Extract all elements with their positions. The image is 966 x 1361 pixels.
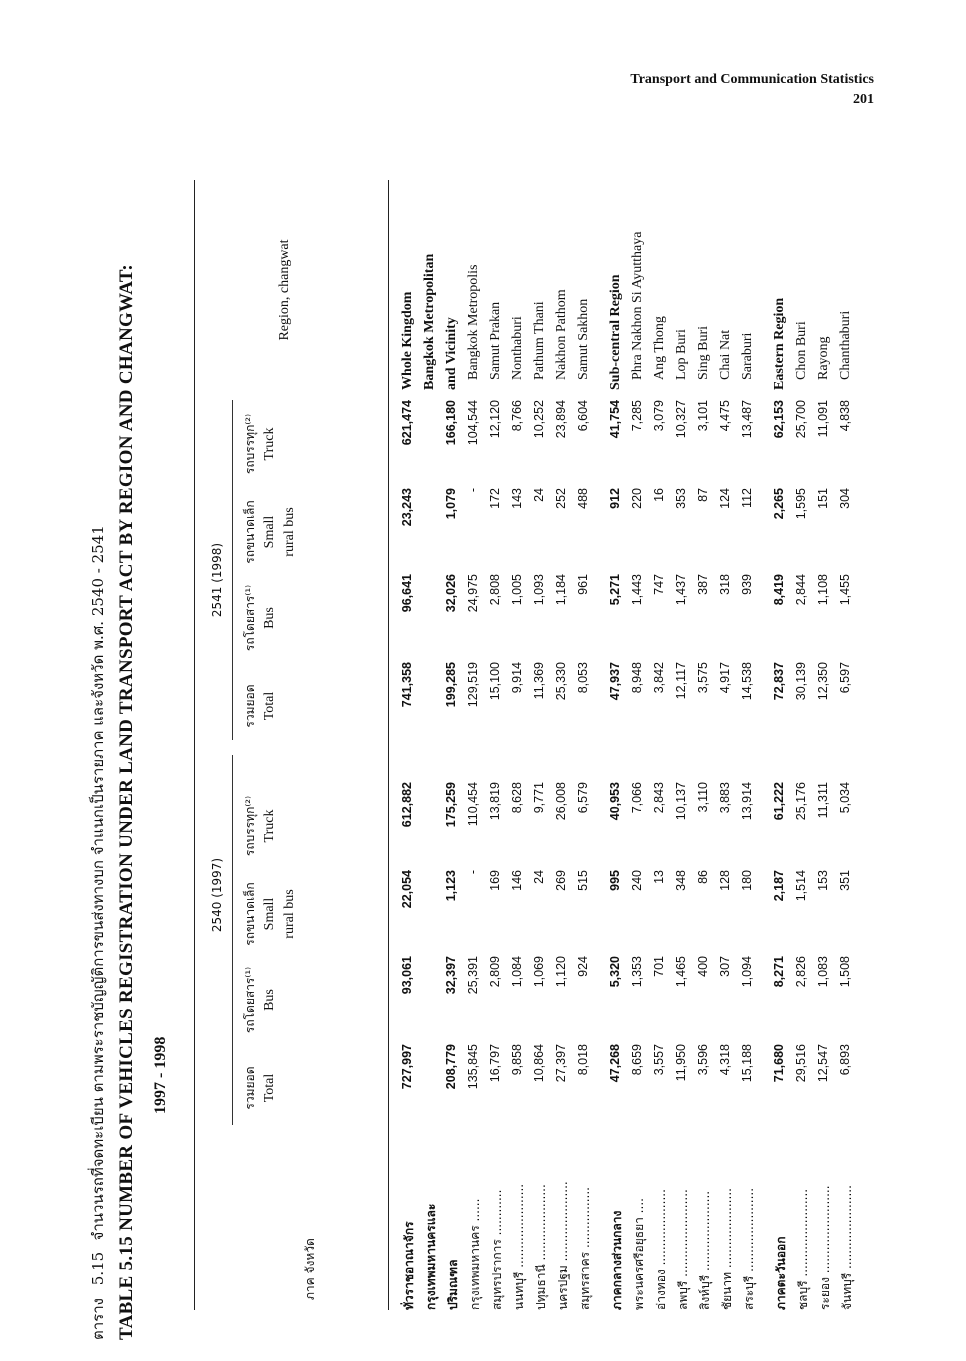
row-value-cell: 701 (652, 956, 666, 977)
row-value-cell: 2,265 (772, 488, 786, 520)
row-value-cell: 25,700 (794, 400, 808, 439)
row-value-cell: 12,120 (488, 400, 502, 439)
row-value-cell: 621,474 (400, 400, 414, 446)
table-row (674, 180, 698, 1310)
header-small-rural-bus-eng-label: rural bus (282, 889, 297, 939)
row-eng-name: and Vicinity (444, 317, 459, 390)
row-value-cell: 1,069 (532, 956, 546, 988)
row-value-cell: 220 (630, 488, 644, 509)
row-eng-name: Chai Nat (718, 329, 733, 380)
row-value-cell: 1,455 (838, 574, 852, 606)
row-value-cell: 612,882 (400, 782, 414, 828)
table-row (422, 180, 446, 1310)
row-value-cell: - (466, 870, 480, 875)
row-value-cell: 912 (608, 488, 622, 509)
row-value-cell: 12,350 (816, 662, 830, 701)
row-value-cell: 14,538 (740, 662, 754, 701)
table-row (838, 180, 862, 1310)
row-eng-name: Bangkok Metropolis (466, 264, 481, 380)
row-value-cell: 8,053 (576, 662, 590, 694)
row-value-cell: 8,271 (772, 956, 786, 988)
row-value-cell: 1,465 (674, 956, 688, 988)
row-value-cell: 104,544 (466, 400, 480, 446)
row-value-cell: 24,975 (466, 574, 480, 613)
header-bus-eng-label: Bus (262, 607, 277, 629)
row-value-cell: 5,034 (838, 782, 852, 814)
row-value-cell: 135,845 (466, 1044, 480, 1090)
row-eng-name: Phra Nakhon Si Ayutthaya (630, 231, 645, 380)
row-eng-name: Chanthaburi (838, 310, 853, 380)
row-value-cell: - (466, 488, 480, 493)
row-value-cell: 961 (576, 574, 590, 595)
row-thai-name: สระบุรี ...................... (742, 1187, 756, 1310)
row-value-cell: 16,797 (488, 1044, 502, 1083)
row-value-cell: 112 (740, 488, 754, 508)
row-thai-name: นครปฐม ..................... (556, 1181, 570, 1310)
header-total-eng-label: Total (262, 691, 277, 721)
row-thai-name: ลพบุรี ....................... (676, 1189, 690, 1310)
row-value-cell: 1,443 (630, 574, 644, 606)
row-value-cell: 8,628 (510, 782, 524, 814)
row-value-cell: 11,369 (532, 662, 546, 700)
row-value-cell: 23,243 (400, 488, 414, 527)
row-eng-name: Ang Thong (652, 316, 667, 380)
table-row (696, 180, 720, 1310)
row-value-cell: 2,844 (794, 574, 808, 606)
row-value-cell: 1,120 (554, 956, 568, 988)
header-group-1997: 2540 (1997) (210, 857, 224, 933)
row-value-cell: 47,268 (608, 1044, 622, 1083)
row-value-cell: 5,271 (608, 574, 622, 606)
row-value-cell: 3,883 (718, 782, 732, 814)
row-eng-name: Whole Kingdom (400, 291, 415, 390)
header-total-thai-label: รวมยอด (243, 1066, 257, 1110)
row-value-cell: 47,937 (608, 662, 622, 701)
header-small-rural-bus-eng-label: Small (262, 515, 277, 549)
row-value-cell: 32,026 (444, 574, 458, 613)
row-thai-name: นนทบุรี ...................... (512, 1183, 526, 1310)
row-value-cell: 24 (532, 488, 546, 502)
row-value-cell: 387 (696, 574, 710, 595)
row-thai-name: ปทุมธานี .................... (534, 1184, 548, 1310)
row-value-cell: 1,084 (510, 956, 524, 988)
row-value-cell: 146 (510, 870, 524, 891)
row-value-cell: 7,066 (630, 782, 644, 814)
row-value-cell: 29,516 (794, 1044, 808, 1083)
row-value-cell: 10,327 (674, 400, 688, 439)
caption-thai-tag: ตาราง (89, 1298, 107, 1340)
row-value-cell: 62,153 (772, 400, 786, 439)
header-bus-1998 (240, 574, 280, 662)
row-thai-name: ชลบุรี ....................... (796, 1188, 810, 1310)
row-value-cell: 1,514 (794, 870, 808, 902)
row-value-cell: 23,894 (554, 400, 568, 439)
header-small-rural-bus-eng-label: Small (262, 897, 277, 931)
table-row (740, 180, 764, 1310)
row-value-cell: 741,358 (400, 662, 414, 708)
row-value-cell: 61,222 (772, 782, 786, 821)
row-value-cell: 10,137 (674, 782, 688, 821)
header-bus-thai-label: รถโดยสาร⁽¹⁾ (243, 584, 257, 652)
row-value-cell: 1,094 (740, 956, 754, 988)
row-eng-name: Lop Buri (674, 329, 689, 380)
row-value-cell: 25,391 (466, 956, 480, 995)
row-value-cell: 124 (718, 488, 732, 509)
header-bottom-rule (388, 180, 389, 1310)
row-eng-name: Eastern Region (772, 297, 787, 390)
row-value-cell: 143 (510, 488, 524, 509)
row-value-cell: 1,437 (674, 574, 688, 606)
row-thai-name: กรุงเทพมหานครและ (424, 1203, 438, 1310)
row-value-cell: 12,117 (674, 662, 688, 700)
row-value-cell: 199,285 (444, 662, 458, 708)
row-value-cell: 129,519 (466, 662, 480, 708)
row-value-cell: 153 (816, 870, 830, 891)
row-value-cell: 1,123 (444, 870, 458, 902)
header-truck-1998 (240, 400, 280, 488)
row-value-cell: 86 (696, 870, 710, 884)
row-value-cell: 175,259 (444, 782, 458, 828)
row-value-cell: 4,917 (718, 662, 732, 694)
row-value-cell: 93,061 (400, 956, 414, 995)
row-value-cell: 2,808 (488, 574, 502, 606)
row-value-cell: 166,180 (444, 400, 458, 446)
row-value-cell: 16 (652, 488, 666, 502)
row-value-cell: 6,579 (576, 782, 590, 814)
row-value-cell: 269 (554, 870, 568, 891)
row-value-cell: 6,597 (838, 662, 852, 694)
row-eng-name: Nakhon Pathom (554, 289, 569, 380)
table-row (576, 180, 600, 1310)
group-1997-rule (232, 755, 233, 1125)
row-thai-name: ภาคตะวันออก (774, 1236, 788, 1310)
row-value-cell: 747 (652, 574, 666, 595)
group-1998-rule (232, 400, 233, 740)
row-value-cell: 13,914 (740, 782, 754, 821)
row-value-cell: 87 (696, 488, 710, 502)
row-value-cell: 24 (532, 870, 546, 884)
row-value-cell: 515 (576, 870, 590, 891)
row-value-cell: 1,083 (816, 956, 830, 988)
row-value-cell: 252 (554, 488, 568, 509)
row-value-cell: 348 (674, 870, 688, 891)
row-thai-name: สมุทรสาคร ................ (578, 1187, 592, 1310)
row-value-cell: 25,176 (794, 782, 808, 821)
table-row (772, 180, 796, 1310)
row-value-cell: 2,826 (794, 956, 808, 988)
row-thai-name: จันทบุรี ...................... (840, 1185, 854, 1310)
row-value-cell: 488 (576, 488, 590, 509)
caption-english (116, 264, 138, 1340)
header-total-eng-label: Total (262, 1073, 277, 1103)
header-eng-region: Region, changwat (277, 239, 292, 341)
row-value-cell: 1,595 (794, 488, 808, 520)
table-top-rule (194, 180, 195, 1310)
table-row (816, 180, 840, 1310)
row-value-cell: 8,659 (630, 1044, 644, 1076)
header-small-rural-bus-thai-label: รถขนาดเล็ก (243, 500, 257, 564)
row-value-cell: 96,641 (400, 574, 414, 613)
caption-eng-title: NUMBER OF VEHICLES REGISTRATION UNDER LAND TRANSPORT ACT BY REGION AND CHANGWAT: (116, 263, 137, 1231)
row-value-cell: 15,188 (740, 1044, 754, 1083)
table-row (630, 180, 654, 1310)
row-thai-name: ชัยนาท ..................... (720, 1188, 734, 1310)
table-row (554, 180, 578, 1310)
table-row (532, 180, 556, 1310)
row-value-cell: 1,005 (510, 574, 524, 606)
row-value-cell: 110,454 (466, 782, 480, 827)
header-small-rural-bus-1997 (240, 870, 300, 958)
row-value-cell: 8,018 (576, 1044, 590, 1076)
row-value-cell: 727,997 (400, 1044, 414, 1090)
row-value-cell: 10,864 (532, 1044, 546, 1083)
row-value-cell: 924 (576, 956, 590, 977)
row-value-cell: 13,819 (488, 782, 502, 821)
row-value-cell: 4,838 (838, 400, 852, 432)
row-value-cell: 11,311 (816, 782, 830, 819)
row-value-cell: 13,487 (740, 400, 754, 439)
header-truck-eng-label: Truck (262, 809, 277, 843)
row-value-cell: 351 (838, 870, 852, 891)
row-value-cell: 10,252 (532, 400, 546, 439)
row-eng-name: Sing Buri (696, 325, 711, 380)
row-value-cell: 32,397 (444, 956, 458, 995)
header-truck-eng-label: Truck (262, 427, 277, 461)
header-small-rural-bus-1998 (240, 488, 300, 576)
row-value-cell: 304 (838, 488, 852, 509)
table-row (718, 180, 742, 1310)
row-value-cell: 169 (488, 870, 502, 891)
row-value-cell: 3,596 (696, 1044, 710, 1076)
header-total-1997 (240, 1044, 280, 1132)
row-thai-name: ระยอง ....................... (818, 1185, 832, 1310)
header-bus-1997 (240, 956, 280, 1044)
table-row (608, 180, 632, 1310)
row-thai-name: อ่างทอง .................... (654, 1189, 668, 1310)
row-eng-name: Pathum Thani (532, 301, 547, 380)
row-value-cell: 180 (740, 870, 754, 891)
row-value-cell: 307 (718, 956, 732, 977)
row-value-cell: 40,953 (608, 782, 622, 821)
caption-years: 1997 - 1998 (152, 1036, 169, 1114)
row-value-cell: 2,187 (772, 870, 786, 902)
row-value-cell: 4,318 (718, 1044, 732, 1076)
header-small-rural-bus-thai-label: รถขนาดเล็ก (243, 882, 257, 946)
row-value-cell: 400 (696, 956, 710, 977)
row-eng-name: Rayong (816, 336, 831, 380)
row-eng-name: Samut Sakhon (576, 298, 591, 380)
row-value-cell: 30,139 (794, 662, 808, 701)
header-truck-1997 (240, 782, 280, 870)
row-thai-name: สิงห์บุรี ..................... (698, 1190, 712, 1310)
header-truck-thai-label: รถบรรทุก⁽²⁾ (243, 795, 257, 857)
row-value-cell: 2,809 (488, 956, 502, 988)
row-value-cell: 1,508 (838, 956, 852, 988)
row-value-cell: 8,419 (772, 574, 786, 606)
row-eng-name: Samut Prakan (488, 301, 503, 380)
row-value-cell: 8,948 (630, 662, 644, 694)
row-value-cell: 22,054 (400, 870, 414, 909)
header-bus-eng-label: Bus (262, 989, 277, 1011)
header-total-thai-label: รวมยอด (243, 684, 257, 728)
row-thai-name: สมุทรปราการ ............ (490, 1189, 504, 1310)
table-row (444, 180, 468, 1310)
row-value-cell: 3,557 (652, 1044, 666, 1076)
row-value-cell: 1,079 (444, 488, 458, 520)
header-small-rural-bus-eng-label: rural bus (282, 507, 297, 557)
row-value-cell: 1,093 (532, 574, 546, 606)
caption-thai-title: จำนวนรถที่จดทะเบียน ตามพระราชบัญญัติการขนส่งทางบก จำแนกเป็นรายภาค และจังหวัด พ.ศ. 2540 - 2541 (89, 525, 107, 1241)
row-thai-name: พระนครศรีอยุธยา .... (632, 1198, 646, 1310)
caption-thai (86, 525, 110, 1340)
row-value-cell: 353 (674, 488, 688, 509)
table-row (466, 180, 490, 1310)
row-value-cell: 9,914 (510, 662, 524, 694)
row-eng-name: Nonthaburi (510, 316, 525, 380)
row-value-cell: 11,950 (674, 1044, 688, 1082)
row-value-cell: 172 (488, 488, 502, 509)
header-truck-thai-label: รถบรรทุก⁽²⁾ (243, 413, 257, 475)
row-value-cell: 240 (630, 870, 644, 891)
row-value-cell: 72,837 (772, 662, 786, 701)
row-value-cell: 25,330 (554, 662, 568, 701)
row-eng-name: Saraburi (740, 332, 755, 380)
row-value-cell: 2,843 (652, 782, 666, 814)
rotated-table-page (60, 60, 860, 1340)
row-value-cell: 12,547 (816, 1044, 830, 1083)
row-value-cell: 151 (816, 488, 830, 509)
row-value-cell: 71,680 (772, 1044, 786, 1083)
row-value-cell: 208,779 (444, 1044, 458, 1090)
row-thai-name: ภาคกลางส่วนกลาง (610, 1210, 624, 1310)
row-value-cell: 9,771 (532, 782, 546, 814)
row-value-cell: 3,079 (652, 400, 666, 432)
header-bus-thai-label: รถโดยสาร⁽¹⁾ (243, 966, 257, 1034)
row-thai-name: ทั่วราชอาณาจักร (402, 1221, 416, 1310)
table-row (652, 180, 676, 1310)
row-value-cell: 995 (608, 870, 622, 891)
header-total-1998 (240, 662, 280, 750)
table-row (794, 180, 818, 1310)
table-row (488, 180, 512, 1310)
row-value-cell: 5,320 (608, 956, 622, 988)
row-value-cell: 3,110 (696, 782, 710, 813)
row-value-cell: 27,397 (554, 1044, 568, 1083)
header-group-1998: 2541 (1998) (210, 542, 224, 618)
row-value-cell: 15,100 (488, 662, 502, 701)
row-value-cell: 318 (718, 574, 732, 595)
row-eng-name: Sub-central Region (608, 274, 623, 390)
row-thai-name: ปริมณฑล (446, 1259, 460, 1310)
row-value-cell: 128 (718, 870, 732, 891)
row-value-cell: 3,575 (696, 662, 710, 694)
table-row (510, 180, 534, 1310)
running-head-title: Transport and Communication Statistics (630, 72, 874, 87)
row-value-cell: 11,091 (816, 400, 830, 438)
row-value-cell: 9,858 (510, 1044, 524, 1076)
row-value-cell: 3,842 (652, 662, 666, 694)
row-value-cell: 6,893 (838, 1044, 852, 1076)
row-value-cell: 1,108 (816, 574, 830, 606)
row-value-cell: 3,101 (696, 400, 710, 432)
row-eng-name: Chon Buri (794, 321, 809, 380)
page-number: 201 (853, 92, 874, 107)
row-value-cell: 13 (652, 870, 666, 884)
caption-thai-number: 5.15 (89, 1251, 107, 1286)
header-thai-region: ภาค จังหวัด (303, 1238, 317, 1300)
row-value-cell: 939 (740, 574, 754, 595)
table-row (400, 180, 424, 1310)
row-thai-name: กรุงเทพมหานคร ...... (468, 1198, 482, 1310)
row-value-cell: 7,285 (630, 400, 644, 432)
row-value-cell: 41,754 (608, 400, 622, 439)
row-value-cell: 1,353 (630, 956, 644, 988)
row-value-cell: 6,604 (576, 400, 590, 432)
row-eng-name: Bangkok Metropolitan (422, 253, 437, 390)
row-value-cell: 4,475 (718, 400, 732, 432)
row-value-cell: 1,184 (554, 574, 568, 606)
caption-eng-tag: TABLE 5.15 (116, 1235, 137, 1340)
row-value-cell: 8,766 (510, 400, 524, 432)
row-value-cell: 26,008 (554, 782, 568, 821)
